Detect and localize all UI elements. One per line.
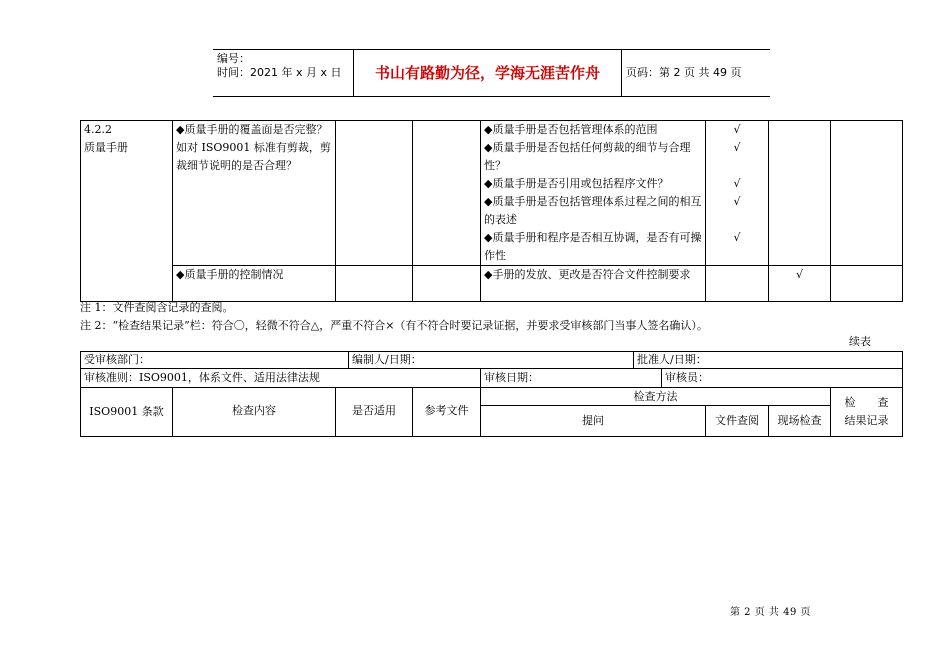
question-item: ◆质量手册是否引用或包括程序文件？ [484, 177, 669, 190]
header-motto: 书山有路勤为径，学海无涯苦作舟 [354, 50, 622, 96]
form-info-row-1 [80, 351, 903, 369]
col-header-result [831, 388, 903, 437]
prepared-by-field: 编制人/日期： [349, 352, 634, 369]
notes [80, 299, 708, 335]
question-item: ◆质量手册是否包括管理体系的范围 [484, 123, 658, 136]
applicable-cell [336, 121, 413, 266]
question-cell: ◆手册的发放、更改是否符合文件控制要求 [481, 266, 706, 302]
clause-name: 质量手册 [84, 141, 128, 154]
page-footer: 第 2 页 共 49 页 [730, 607, 811, 618]
question-cell [481, 121, 706, 266]
header-page-info: 页码：第 2 页 共 49 页 [626, 66, 742, 79]
note-1: 注 1：文件查阅含记录的查阅。 [80, 301, 234, 314]
audited-dept-field: 受审核部门： [81, 352, 349, 369]
page-header [213, 49, 770, 97]
question-item: ◆质量手册是否包括任何剪裁的细节与合理性？ [484, 141, 691, 172]
audit-date-field: 审核日期： [481, 369, 662, 388]
col-header-content: 检查内容 [173, 388, 336, 437]
note-2: 注 2：“检查结果记录”栏：符合〇，轻微不符合△，严重不符合×（有不符合时要记录证据，并要求受审核部门当事人签名确认）。 [80, 319, 708, 332]
reference-cell [413, 121, 481, 266]
approved-by-field: 批准人/日期： [634, 352, 903, 369]
clause-code: 4.2.2 [84, 123, 112, 136]
clause-cell [81, 121, 173, 302]
header-left [213, 50, 354, 96]
result-cell [831, 266, 903, 302]
check-content-cell: ◆质量手册的覆盖面是否完整？如对 ISO9001 标准有剪裁，剪裁细节说明的是否合理？ [173, 121, 336, 266]
check-mark: √ [733, 195, 741, 208]
criteria-field: 审核准则：ISO9001，体系文件、适用法律法规 [81, 369, 481, 388]
doc-review-cell [706, 266, 769, 302]
continued-label: 续表 [849, 335, 871, 348]
result-header-line2: 结果记录 [844, 414, 889, 427]
result-cell [831, 121, 903, 266]
column-header-table [80, 387, 903, 437]
reference-cell [413, 266, 481, 302]
check-mark: √ [733, 177, 741, 190]
col-header-applicable: 是否适用 [336, 388, 413, 437]
col-header-reference: 参考文件 [413, 388, 481, 437]
question-item: ◆质量手册是否包括管理体系过程之间的相互的表述 [484, 195, 702, 226]
site-check-cell [769, 121, 831, 266]
col-header-question: 提问 [481, 406, 706, 437]
site-check-cell: √ [769, 266, 831, 302]
applicable-cell [336, 266, 413, 302]
auditor-field: 审核员： [662, 369, 903, 388]
document-time: 时间：2021 年 x 月 x 日 [217, 66, 342, 79]
check-mark: √ [733, 231, 741, 244]
col-header-site-check: 现场检查 [769, 406, 831, 437]
col-header-doc-review: 文件查阅 [706, 406, 769, 437]
document-number-label: 编号： [217, 52, 250, 65]
check-mark: √ [733, 123, 741, 136]
table-row [81, 121, 903, 266]
check-mark: √ [733, 141, 741, 154]
col-header-clause: ISO9001 条款 [81, 388, 173, 437]
col-header-method: 检查方法 [481, 388, 831, 406]
checklist-table [80, 120, 903, 302]
result-header-line1: 检 查 [844, 396, 889, 409]
doc-review-cell [706, 121, 769, 266]
question-item: ◆质量手册和程序是否相互协调，是否有可操作性 [484, 231, 702, 262]
form-info-row-2 [80, 368, 903, 388]
table-row [81, 266, 903, 302]
check-content-cell: ◆质量手册的控制情况 [173, 266, 336, 302]
